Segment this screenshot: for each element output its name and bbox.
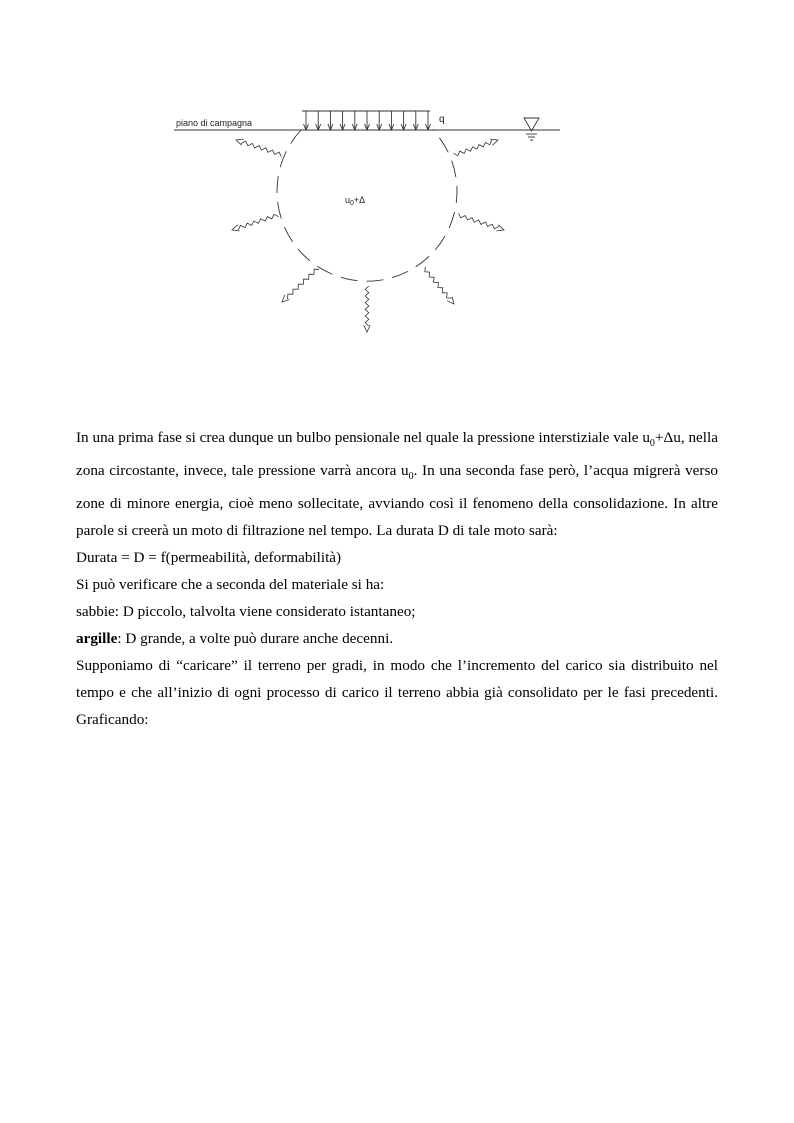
sand-label: sabbie: xyxy=(76,603,120,620)
clay-line xyxy=(76,625,718,652)
p1-text-a: In una prima fase si crea dunque un bulbo pensionale nel quale la pressione interstiziale vale u xyxy=(76,429,650,446)
seepage-arrow xyxy=(288,269,320,299)
sand-line xyxy=(76,598,718,625)
sand-text: D piccolo, talvolta viene considerato istantaneo; xyxy=(119,603,416,620)
seepage-arrow xyxy=(365,286,369,326)
seepage-arrows xyxy=(232,139,504,332)
seepage-arrow xyxy=(459,213,499,229)
load-label: q xyxy=(439,114,445,125)
p1-subscript-1: 0 xyxy=(649,438,655,449)
ground-label: piano di campagna xyxy=(176,118,253,128)
load-arrows xyxy=(304,111,431,130)
clay-text: : D grande, a volte può durare anche decenni. xyxy=(117,630,394,647)
seepage-arrow xyxy=(241,141,281,157)
water-table-icon xyxy=(524,118,539,140)
clay-label: argille xyxy=(76,630,118,647)
seepage-arrowhead xyxy=(232,225,240,231)
seepage-arrow xyxy=(425,267,452,298)
body-text xyxy=(76,424,718,733)
p1-subscript-2: 0 xyxy=(408,471,414,482)
seepage-arrowhead xyxy=(364,325,370,332)
p1-text-c: . In una seconda fase però, l’acqua migrerà verso zone di minore energia, cioè meno sollecitate, avviando così il fenomeno della consolidazione. In altre parole si creerà un moto di filtrazione nel tempo. La durata D di tale moto sarà: xyxy=(76,462,718,539)
paragraph-bulb xyxy=(76,424,718,544)
seepage-arrowhead xyxy=(236,139,244,145)
consolidation-diagram xyxy=(0,0,794,360)
formula-line: Durata = D = f(permeabilità, deformabilità) xyxy=(76,549,342,566)
seepage-arrowhead xyxy=(496,225,504,231)
pressure-bulb xyxy=(277,130,457,281)
seepage-arrow xyxy=(453,140,491,155)
seepage-arrow xyxy=(238,214,278,230)
intro-line: Si può verificare che a seconda del materiale si ha: xyxy=(76,576,385,593)
p1-text-b: +Δu, nella zona circostante, invece, tale pressione varrà ancora u xyxy=(76,429,718,479)
paragraph-loading: Supponiamo di “caricare” il terreno per gradi, in modo che l’incremento del carico sia distribuito nel tempo e che all’inizio di ogni processo di carico il terreno abbia già consolidato per le fasi precedenti. Graficando: xyxy=(76,657,718,728)
distributed-load xyxy=(302,111,431,130)
seepage-arrowhead xyxy=(282,295,289,302)
pressure-label: $u_0+\Delta$ xyxy=(345,195,366,207)
